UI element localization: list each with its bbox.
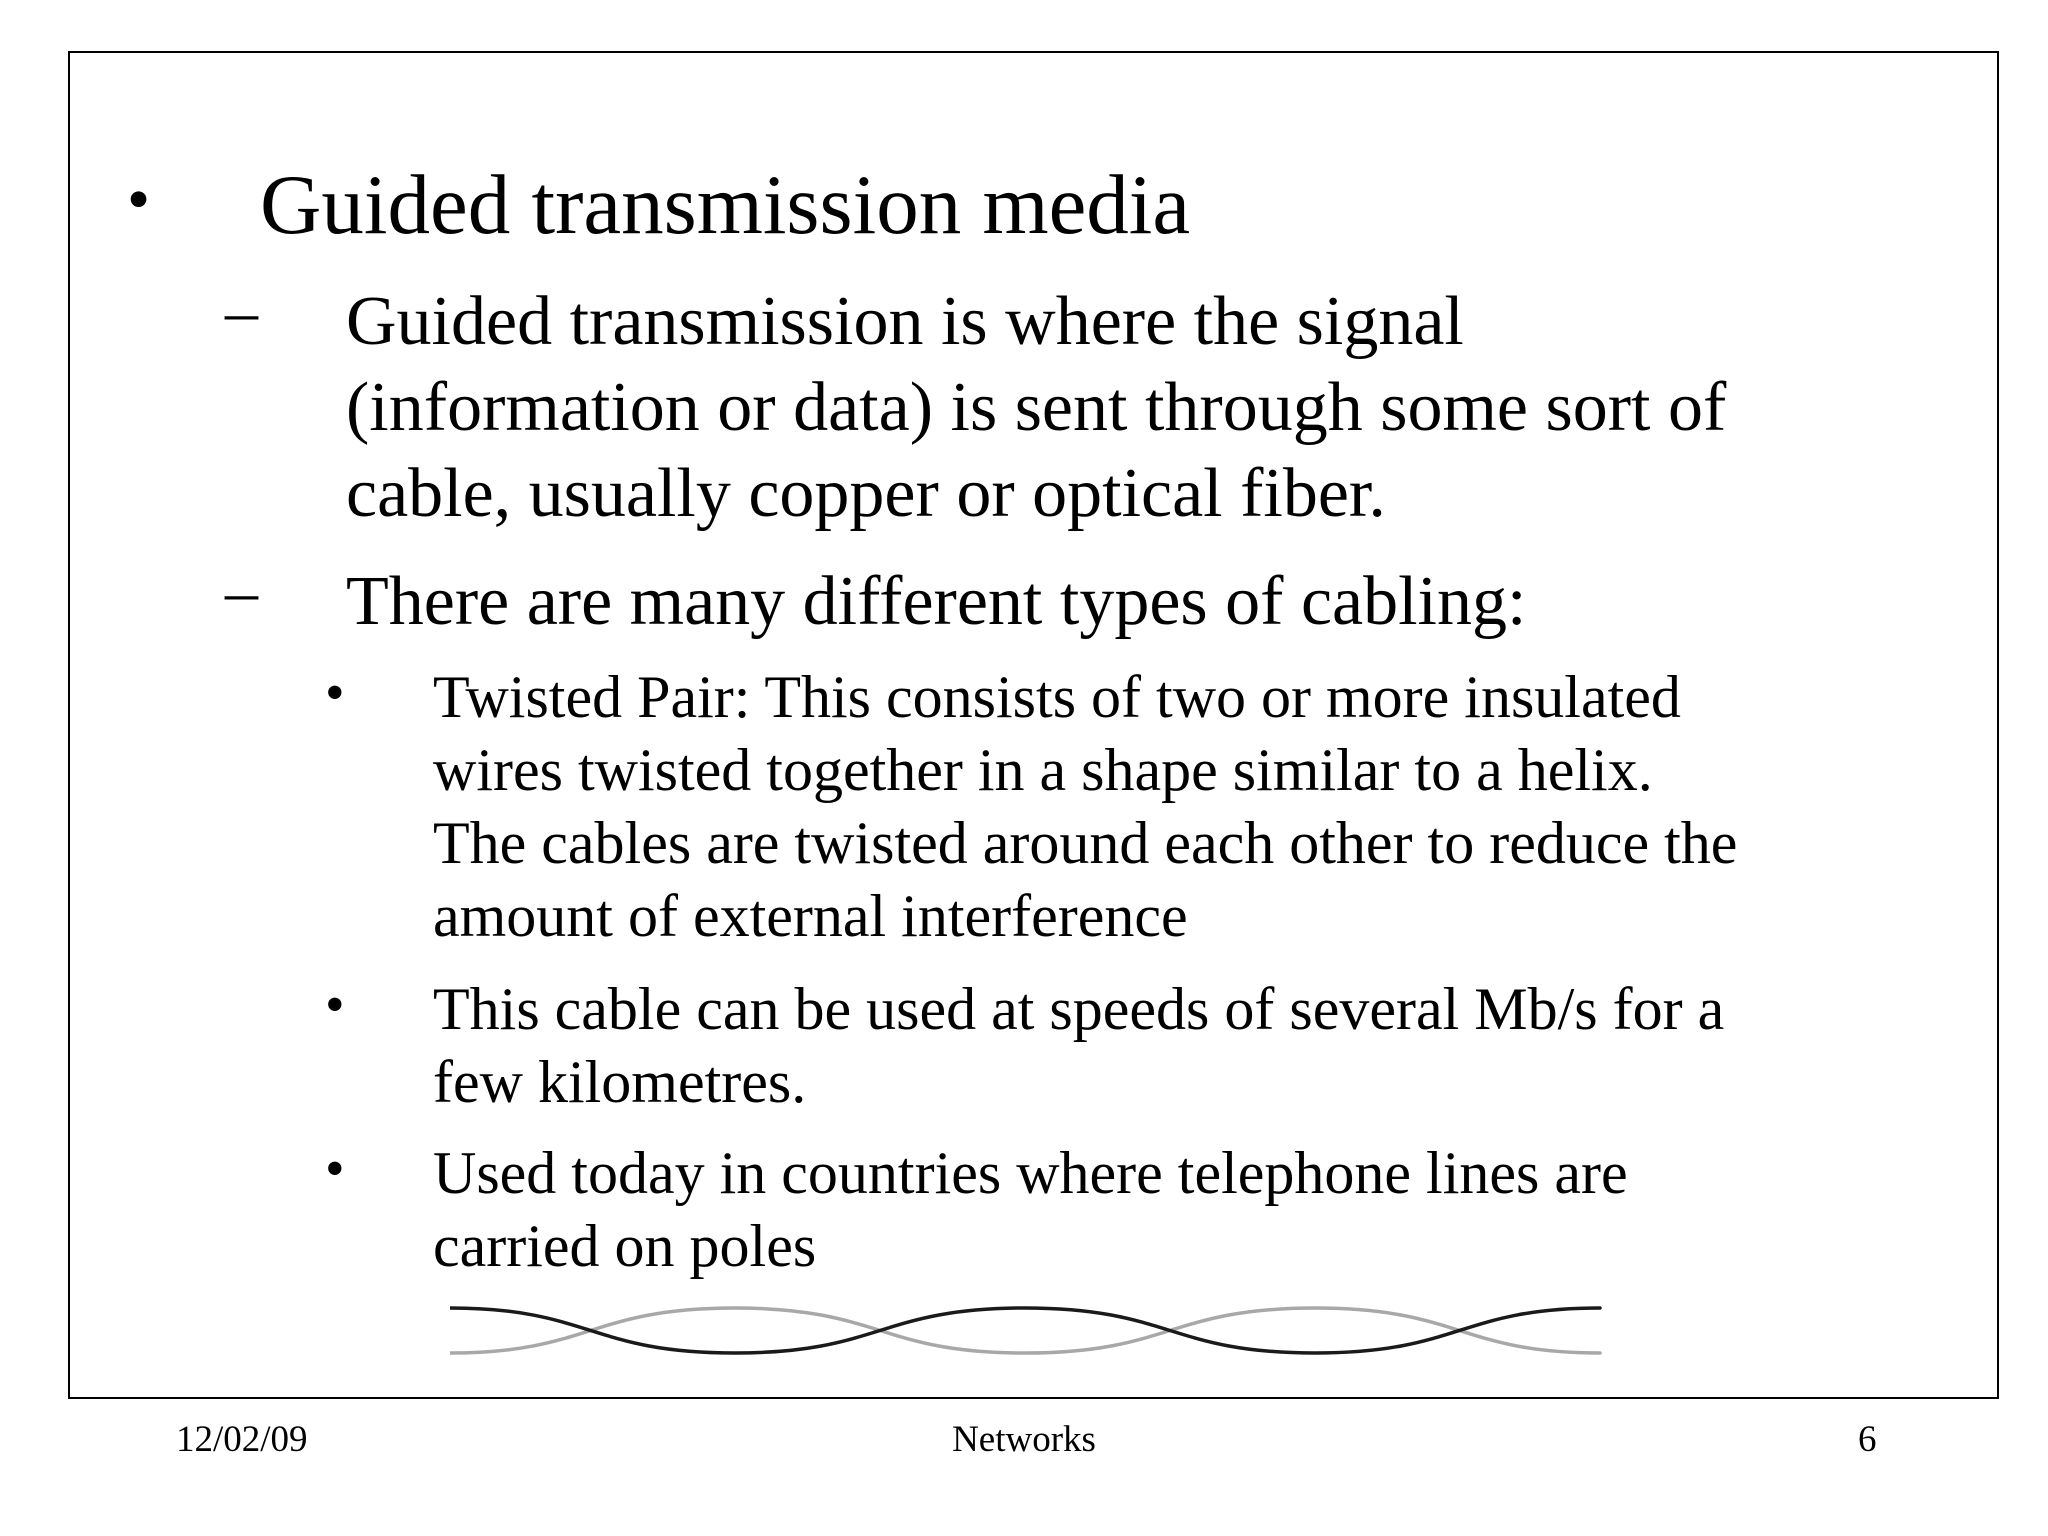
- footer-page-number: 6: [1858, 1419, 1877, 1460]
- subpoint-item: [70, 555, 2001, 649]
- dash-marker: –: [225, 555, 258, 628]
- detail-text: Twisted Pair: This consists of two or more insulated wires twisted together in a shape similar to a helix. The cables are twisted around each other to reduce the amount of external interference: [433, 664, 1738, 949]
- bullet-marker: •: [325, 662, 345, 724]
- detail-text: This cable can be used at speeds of several Mb/s for a few kilometres.: [433, 976, 1725, 1115]
- subpoint-text: There are many different types of cabling:: [346, 563, 1527, 640]
- twisted-pair-illustration: [450, 1288, 1630, 1373]
- detail-item: [70, 973, 2001, 1123]
- twisted-pair-svg: [450, 1288, 1630, 1368]
- bullet-marker: •: [325, 1138, 345, 1200]
- subpoint-item: [70, 275, 2001, 539]
- dash-marker: –: [225, 275, 258, 348]
- subpoint-text: Guided transmission is where the signal (information or data) is sent through some sort of cable, usually copper or optical fiber.: [346, 283, 1727, 532]
- footer-title: Networks: [952, 1419, 1096, 1460]
- slide-frame: [68, 51, 1999, 1399]
- dark-wire: [450, 1308, 1600, 1353]
- bullet-marker: •: [325, 974, 345, 1036]
- light-wire: [450, 1308, 1600, 1353]
- heading-bullet-item: [70, 158, 2001, 253]
- bullet-marker: •: [127, 163, 151, 236]
- slide-heading: Guided transmission media: [260, 158, 1191, 252]
- detail-item: [70, 661, 2001, 961]
- footer-date: 12/02/09: [176, 1419, 308, 1460]
- detail-text: Used today in countries where telephone lines are carried on poles: [433, 1140, 1628, 1279]
- detail-item: [70, 1137, 2001, 1287]
